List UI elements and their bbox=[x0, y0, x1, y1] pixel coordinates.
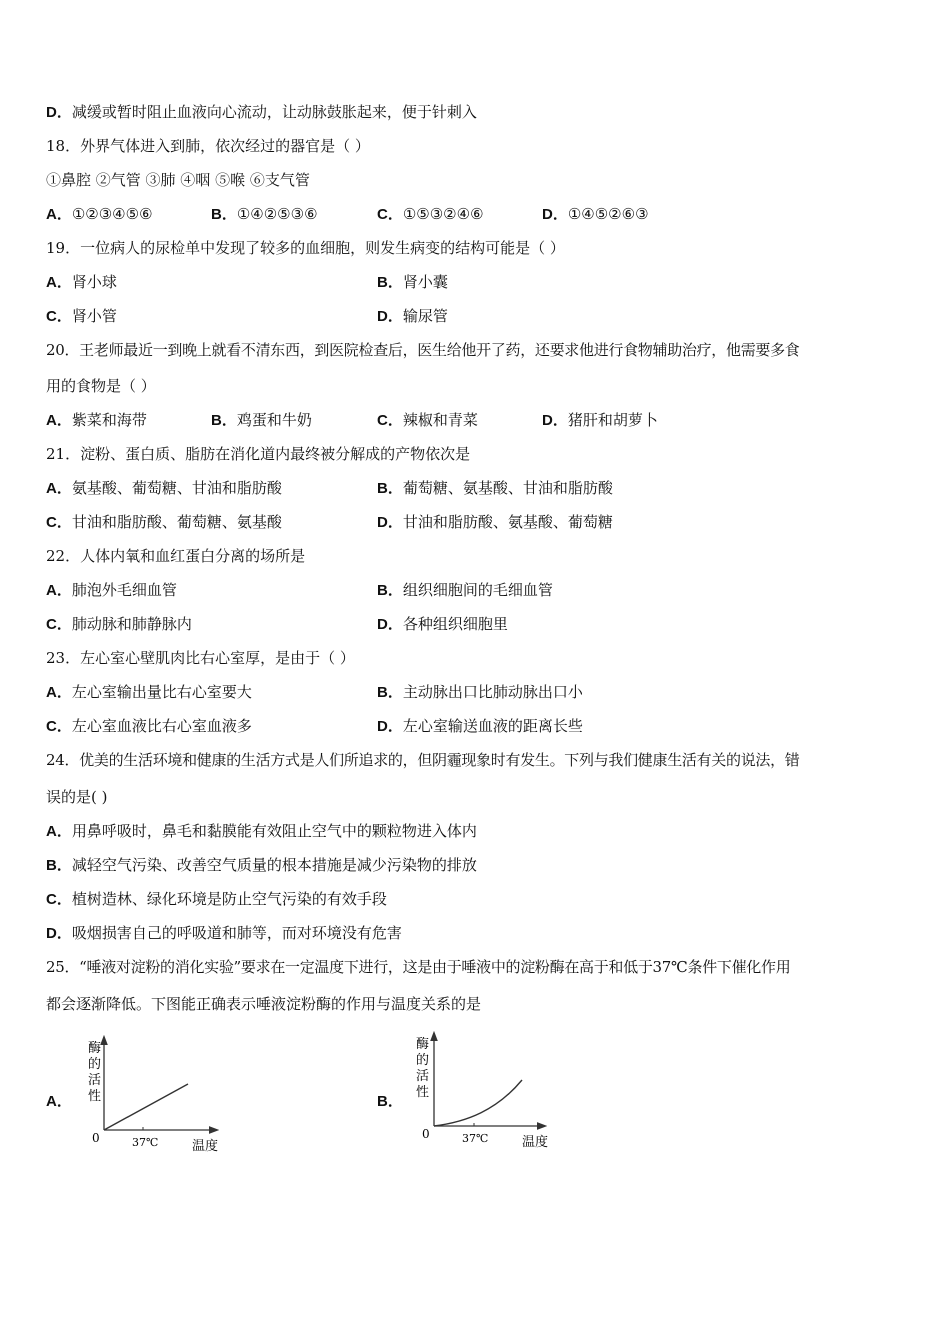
option-letter: D． bbox=[377, 616, 403, 633]
option-letter: A． bbox=[46, 1093, 72, 1110]
x-label: 温度 bbox=[192, 1139, 219, 1154]
option-letter: A． bbox=[46, 206, 72, 223]
option-letter: B． bbox=[377, 1093, 403, 1110]
y-label-1: 酶 bbox=[88, 1041, 102, 1056]
q20-option-d bbox=[542, 410, 658, 431]
option-letter: D． bbox=[377, 718, 403, 735]
option-text: 肺动脉和肺静脉内 bbox=[71, 615, 192, 633]
option-text: 组织细胞间的毛细血管 bbox=[402, 581, 553, 599]
option-text: ①④⑤②⑥③ bbox=[567, 205, 649, 223]
q18-option-c bbox=[377, 204, 484, 225]
q25-option-b-letter bbox=[377, 1091, 403, 1112]
q19-stem: 19．一位病人的尿检单中发现了较多的血细胞，则发生病变的结构可能是（ ） bbox=[46, 239, 565, 257]
q20-option-a bbox=[46, 410, 147, 431]
q23-stem: 23．左心室心壁肌肉比右心室厚，是由于（ ） bbox=[46, 649, 355, 667]
tick-label: 37℃ bbox=[132, 1136, 159, 1149]
option-text: ①⑤③②④⑥ bbox=[402, 205, 484, 223]
q18-stem: 18．外界气体进入到肺，依次经过的器官是（ ） bbox=[46, 137, 370, 155]
option-text: 肺泡外毛细血管 bbox=[71, 581, 177, 599]
option-letter: D． bbox=[542, 206, 568, 223]
y-label-4: 性 bbox=[416, 1085, 430, 1100]
y-label-3: 活 bbox=[88, 1073, 102, 1088]
option-text: 减缓或暂时阻止血液向心流动，让动脉鼓胀起来，便于针刺入 bbox=[71, 103, 477, 121]
q19-option-b bbox=[377, 272, 448, 293]
q20-option-b bbox=[211, 410, 312, 431]
q19-option-c bbox=[46, 306, 117, 327]
q22-stem: 22．人体内氧和血红蛋白分离的场所是 bbox=[46, 547, 306, 565]
q19-option-a bbox=[46, 272, 117, 293]
q23-option-d bbox=[377, 716, 583, 737]
option-letter: C． bbox=[46, 718, 72, 735]
activity-curve bbox=[104, 1084, 188, 1130]
q24-option-b bbox=[46, 855, 477, 876]
q21-option-b bbox=[377, 478, 613, 499]
option-text: 各种组织细胞里 bbox=[402, 615, 508, 633]
activity-curve bbox=[434, 1080, 522, 1126]
option-text: 紫菜和海带 bbox=[71, 411, 147, 429]
option-letter: D． bbox=[377, 514, 403, 531]
q21-option-c bbox=[46, 512, 282, 533]
q18-option-d bbox=[542, 204, 649, 225]
q23-option-b bbox=[377, 682, 583, 703]
q17-option-d bbox=[46, 102, 477, 123]
option-letter: C． bbox=[46, 308, 72, 325]
option-text: 猪肝和胡萝卜 bbox=[567, 411, 658, 429]
option-letter: B． bbox=[211, 412, 237, 429]
q24-stem-line1: 24．优美的生活环境和健康的生活方式是人们所追求的，但阴霾现象时有发生。下列与我们健康生活有关的说法，错 bbox=[46, 751, 800, 769]
q22-option-a bbox=[46, 580, 177, 601]
option-letter: C． bbox=[46, 891, 72, 908]
x-label: 温度 bbox=[522, 1135, 549, 1150]
q24-option-d bbox=[46, 923, 402, 944]
q24-option-a bbox=[46, 821, 477, 842]
option-text: 氨基酸、葡萄糖、甘油和脂肪酸 bbox=[71, 479, 282, 497]
option-text: 肾小球 bbox=[71, 273, 117, 291]
option-letter: A． bbox=[46, 480, 72, 497]
option-letter: A． bbox=[46, 274, 72, 291]
tick-label: 37℃ bbox=[462, 1132, 489, 1145]
q25-stem-line1: 25．“唾液对淀粉的消化实验”要求在一定温度下进行，这是由于唾液中的淀粉酶在高于和低于37℃条件下催化作用 bbox=[46, 958, 791, 976]
y-label-2: 的 bbox=[416, 1053, 430, 1068]
option-letter: B． bbox=[377, 684, 403, 701]
option-text: 甘油和脂肪酸、氨基酸、葡萄糖 bbox=[402, 513, 613, 531]
option-text: 肾小管 bbox=[71, 307, 117, 325]
option-text: 主动脉出口比肺动脉出口小 bbox=[402, 683, 583, 701]
y-label-1: 酶 bbox=[416, 1037, 430, 1052]
option-letter: A． bbox=[46, 412, 72, 429]
option-letter: C． bbox=[377, 412, 403, 429]
q22-option-d bbox=[377, 614, 508, 635]
q24-option-c bbox=[46, 889, 387, 910]
option-text: 吸烟损害自己的呼吸道和肺等，而对环境没有危害 bbox=[71, 924, 402, 942]
option-text: 葡萄糖、氨基酸、甘油和脂肪酸 bbox=[402, 479, 613, 497]
option-text: 甘油和脂肪酸、葡萄糖、氨基酸 bbox=[71, 513, 282, 531]
option-text: 鸡蛋和牛奶 bbox=[236, 411, 312, 429]
q18-option-a bbox=[46, 204, 153, 225]
q18-items: ①鼻腔 ②气管 ③肺 ④咽 ⑤喉 ⑥支气管 bbox=[46, 171, 310, 189]
option-text: 左心室输送血液的距离长些 bbox=[402, 717, 583, 735]
option-text: 肾小囊 bbox=[402, 273, 448, 291]
option-text: 植树造林、绿化环境是防止空气污染的有效手段 bbox=[71, 890, 387, 908]
option-letter: D． bbox=[542, 412, 568, 429]
q25-option-a-letter bbox=[46, 1091, 72, 1112]
option-letter: A． bbox=[46, 823, 72, 840]
y-label-3: 活 bbox=[416, 1069, 430, 1084]
q22-option-b bbox=[377, 580, 553, 601]
q22-option-c bbox=[46, 614, 192, 635]
q23-option-a bbox=[46, 682, 252, 703]
origin-label: 0 bbox=[422, 1127, 430, 1141]
option-letter: B． bbox=[46, 857, 72, 874]
q25-graph-b bbox=[412, 1030, 562, 1152]
q24-stem-line2: 误的是( ) bbox=[46, 788, 108, 806]
option-text: 左心室血液比右心室血液多 bbox=[71, 717, 252, 735]
option-letter: C． bbox=[46, 514, 72, 531]
option-text: 左心室输出量比右心室要大 bbox=[71, 683, 252, 701]
option-text: ①④②⑤③⑥ bbox=[236, 205, 318, 223]
q21-stem: 21．淀粉、蛋白质、脂肪在消化道内最终被分解成的产物依次是 bbox=[46, 445, 471, 463]
option-letter: A． bbox=[46, 684, 72, 701]
option-text: 减轻空气污染、改善空气质量的根本措施是减少污染物的排放 bbox=[71, 856, 477, 874]
origin-label: 0 bbox=[92, 1131, 100, 1145]
graph-a-svg bbox=[86, 1034, 236, 1156]
option-letter: C． bbox=[377, 206, 403, 223]
option-text: 输尿管 bbox=[402, 307, 448, 325]
y-label-4: 性 bbox=[88, 1089, 102, 1104]
q21-option-d bbox=[377, 512, 613, 533]
q25-graph-a bbox=[86, 1034, 236, 1156]
option-letter: D． bbox=[46, 925, 72, 942]
option-letter: D． bbox=[377, 308, 403, 325]
option-letter: B． bbox=[377, 582, 403, 599]
option-letter: D． bbox=[46, 104, 72, 121]
q21-option-a bbox=[46, 478, 282, 499]
q25-stem-line2: 都会逐渐降低。下图能正确表示唾液淀粉酶的作用与温度关系的是 bbox=[46, 995, 482, 1013]
q23-option-c bbox=[46, 716, 252, 737]
q19-option-d bbox=[377, 306, 448, 327]
option-text: 用鼻呼吸时，鼻毛和黏膜能有效阻止空气中的颗粒物进入体内 bbox=[71, 822, 477, 840]
q18-option-b bbox=[211, 204, 318, 225]
option-letter: B． bbox=[211, 206, 237, 223]
q20-stem-line1: 20．王老师最近一到晚上就看不清东西，到医院检查后，医生给他开了药，还要求他进行食物辅助治疗，他需要多食 bbox=[46, 341, 800, 359]
graph-b-svg bbox=[412, 1030, 562, 1152]
option-letter: B． bbox=[377, 480, 403, 497]
option-text: 辣椒和青菜 bbox=[402, 411, 478, 429]
option-text: ①②③④⑤⑥ bbox=[71, 205, 153, 223]
q20-stem-line2: 用的食物是（ ） bbox=[46, 377, 156, 395]
option-letter: C． bbox=[46, 616, 72, 633]
q20-option-c bbox=[377, 410, 478, 431]
option-letter: A． bbox=[46, 582, 72, 599]
option-letter: B． bbox=[377, 274, 403, 291]
y-label-2: 的 bbox=[88, 1057, 102, 1072]
